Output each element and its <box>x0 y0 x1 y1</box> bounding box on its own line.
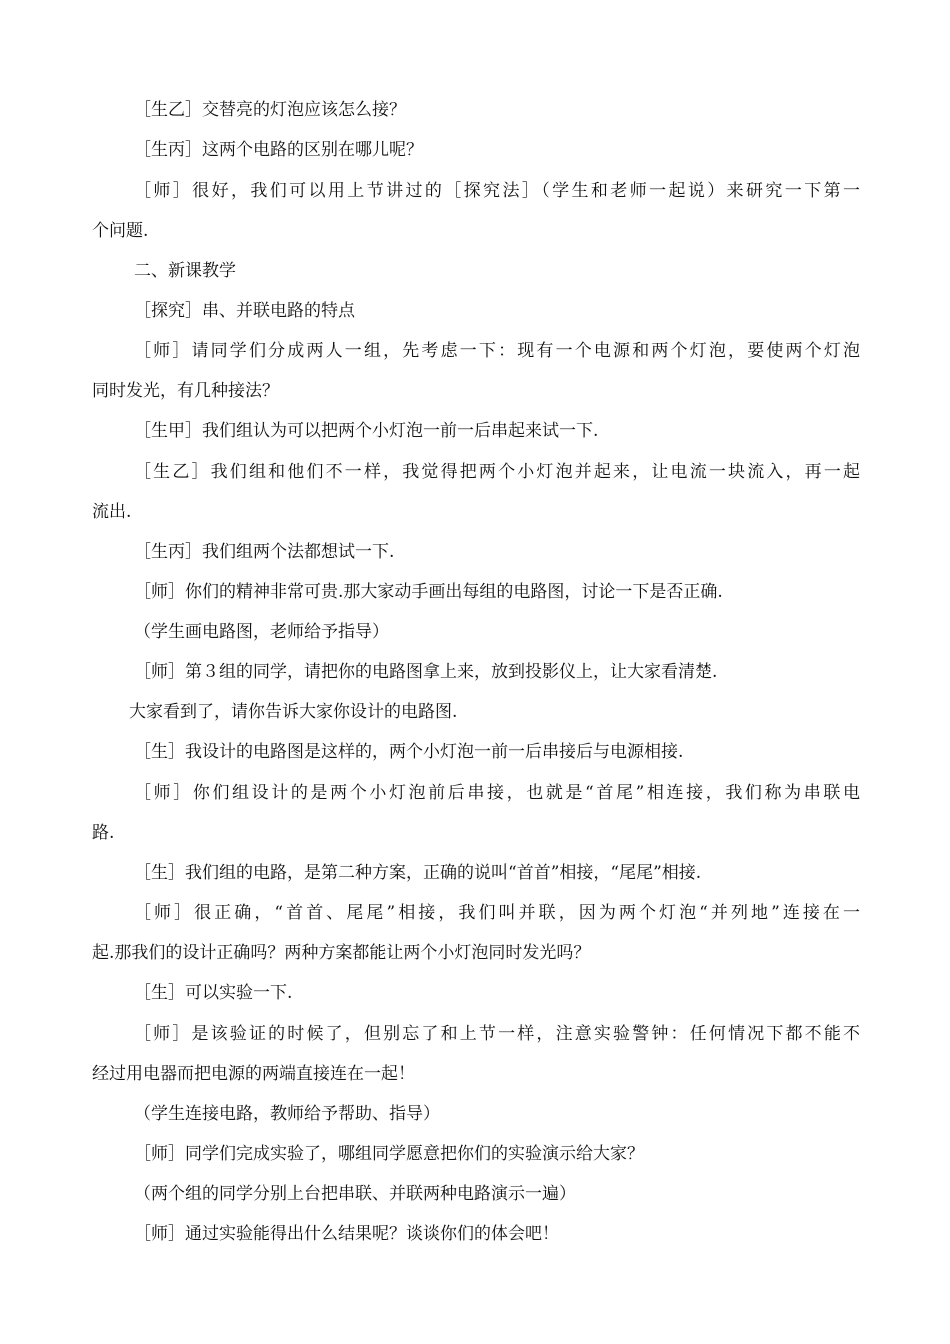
text-line: ［生］我设计的电路图是这样的，两个小灯泡一前一后串接后与电源相接. <box>134 742 684 762</box>
text-line: ［师］是该验证的时候了，但别忘了和上节一样，注意实验警钟：任何情况下都不能不 <box>134 1024 860 1044</box>
text-line: ［师］你们的精神非常可贵.那大家动手画出每组的电路图，讨论一下是否正确. <box>134 582 723 602</box>
text-line: ［师］请同学们分成两人一组，先考虑一下：现有一个电源和两个灯泡，要使两个灯泡 <box>134 341 860 361</box>
text-line: （学生连接电路，教师给予帮助、指导） <box>134 1104 440 1124</box>
text-line: ［师］你们组设计的是两个小灯泡前后串接，也就是“首尾”相连接，我们称为串联电 <box>134 783 860 803</box>
text-line: ［师］通过实验能得出什么结果呢？谈谈你们的体会吧！ <box>134 1224 559 1244</box>
text-line: ［师］很正确，“首首、尾尾”相接，我们叫并联，因为两个灯泡“并列地”连接在一 <box>134 903 860 923</box>
text-line: 个问题. <box>92 221 149 241</box>
text-line: ［师］第３组的同学，请把你的电路图拿上来，放到投影仪上，让大家看清楚. <box>134 662 718 682</box>
section-heading: 二、新课教学 <box>134 261 236 281</box>
text-line: ［师］同学们完成实验了，哪组同学愿意把你们的实验演示给大家？ <box>134 1144 644 1164</box>
text-line: （学生画电路图，老师给予指导） <box>134 622 389 642</box>
text-line: ［生丙］我们组两个法都想试一下. <box>134 542 395 562</box>
text-line: ［生］可以实验一下. <box>134 983 293 1003</box>
text-line: 大家看到了，请你告诉大家你设计的电路图. <box>129 702 458 722</box>
text-line: ［生］我们组的电路，是第二种方案，正确的说叫“首首”相接，“尾尾”相接. <box>134 863 702 883</box>
text-line: 经过用电器而把电源的两端直接连在一起！ <box>92 1064 415 1084</box>
text-line: ［探究］串、并联电路的特点 <box>134 301 355 321</box>
text-line: 路. <box>92 823 115 843</box>
text-line: ［师］很好，我们可以用上节讲过的［探究法］（学生和老师一起说）来研究一下第一 <box>134 181 860 201</box>
text-line: 同时发光，有几种接法？ <box>92 381 279 401</box>
text-line: ［生乙］交替亮的灯泡应该怎么接？ <box>134 100 406 120</box>
text-line: （两个组的同学分别上台把串联、并联两种电路演示一遍） <box>134 1184 576 1204</box>
text-line: ［生甲］我们组认为可以把两个小灯泡一前一后串起来试一下. <box>134 421 599 441</box>
text-line: 起.那我们的设计正确吗？两种方案都能让两个小灯泡同时发光吗？ <box>92 943 591 963</box>
text-line: ［生乙］我们组和他们不一样，我觉得把两个小灯泡并起来，让电流一块流入，再一起 <box>134 462 860 482</box>
text-line: 流出. <box>92 502 132 522</box>
text-line: ［生丙］这两个电路的区别在哪儿呢？ <box>134 140 423 160</box>
